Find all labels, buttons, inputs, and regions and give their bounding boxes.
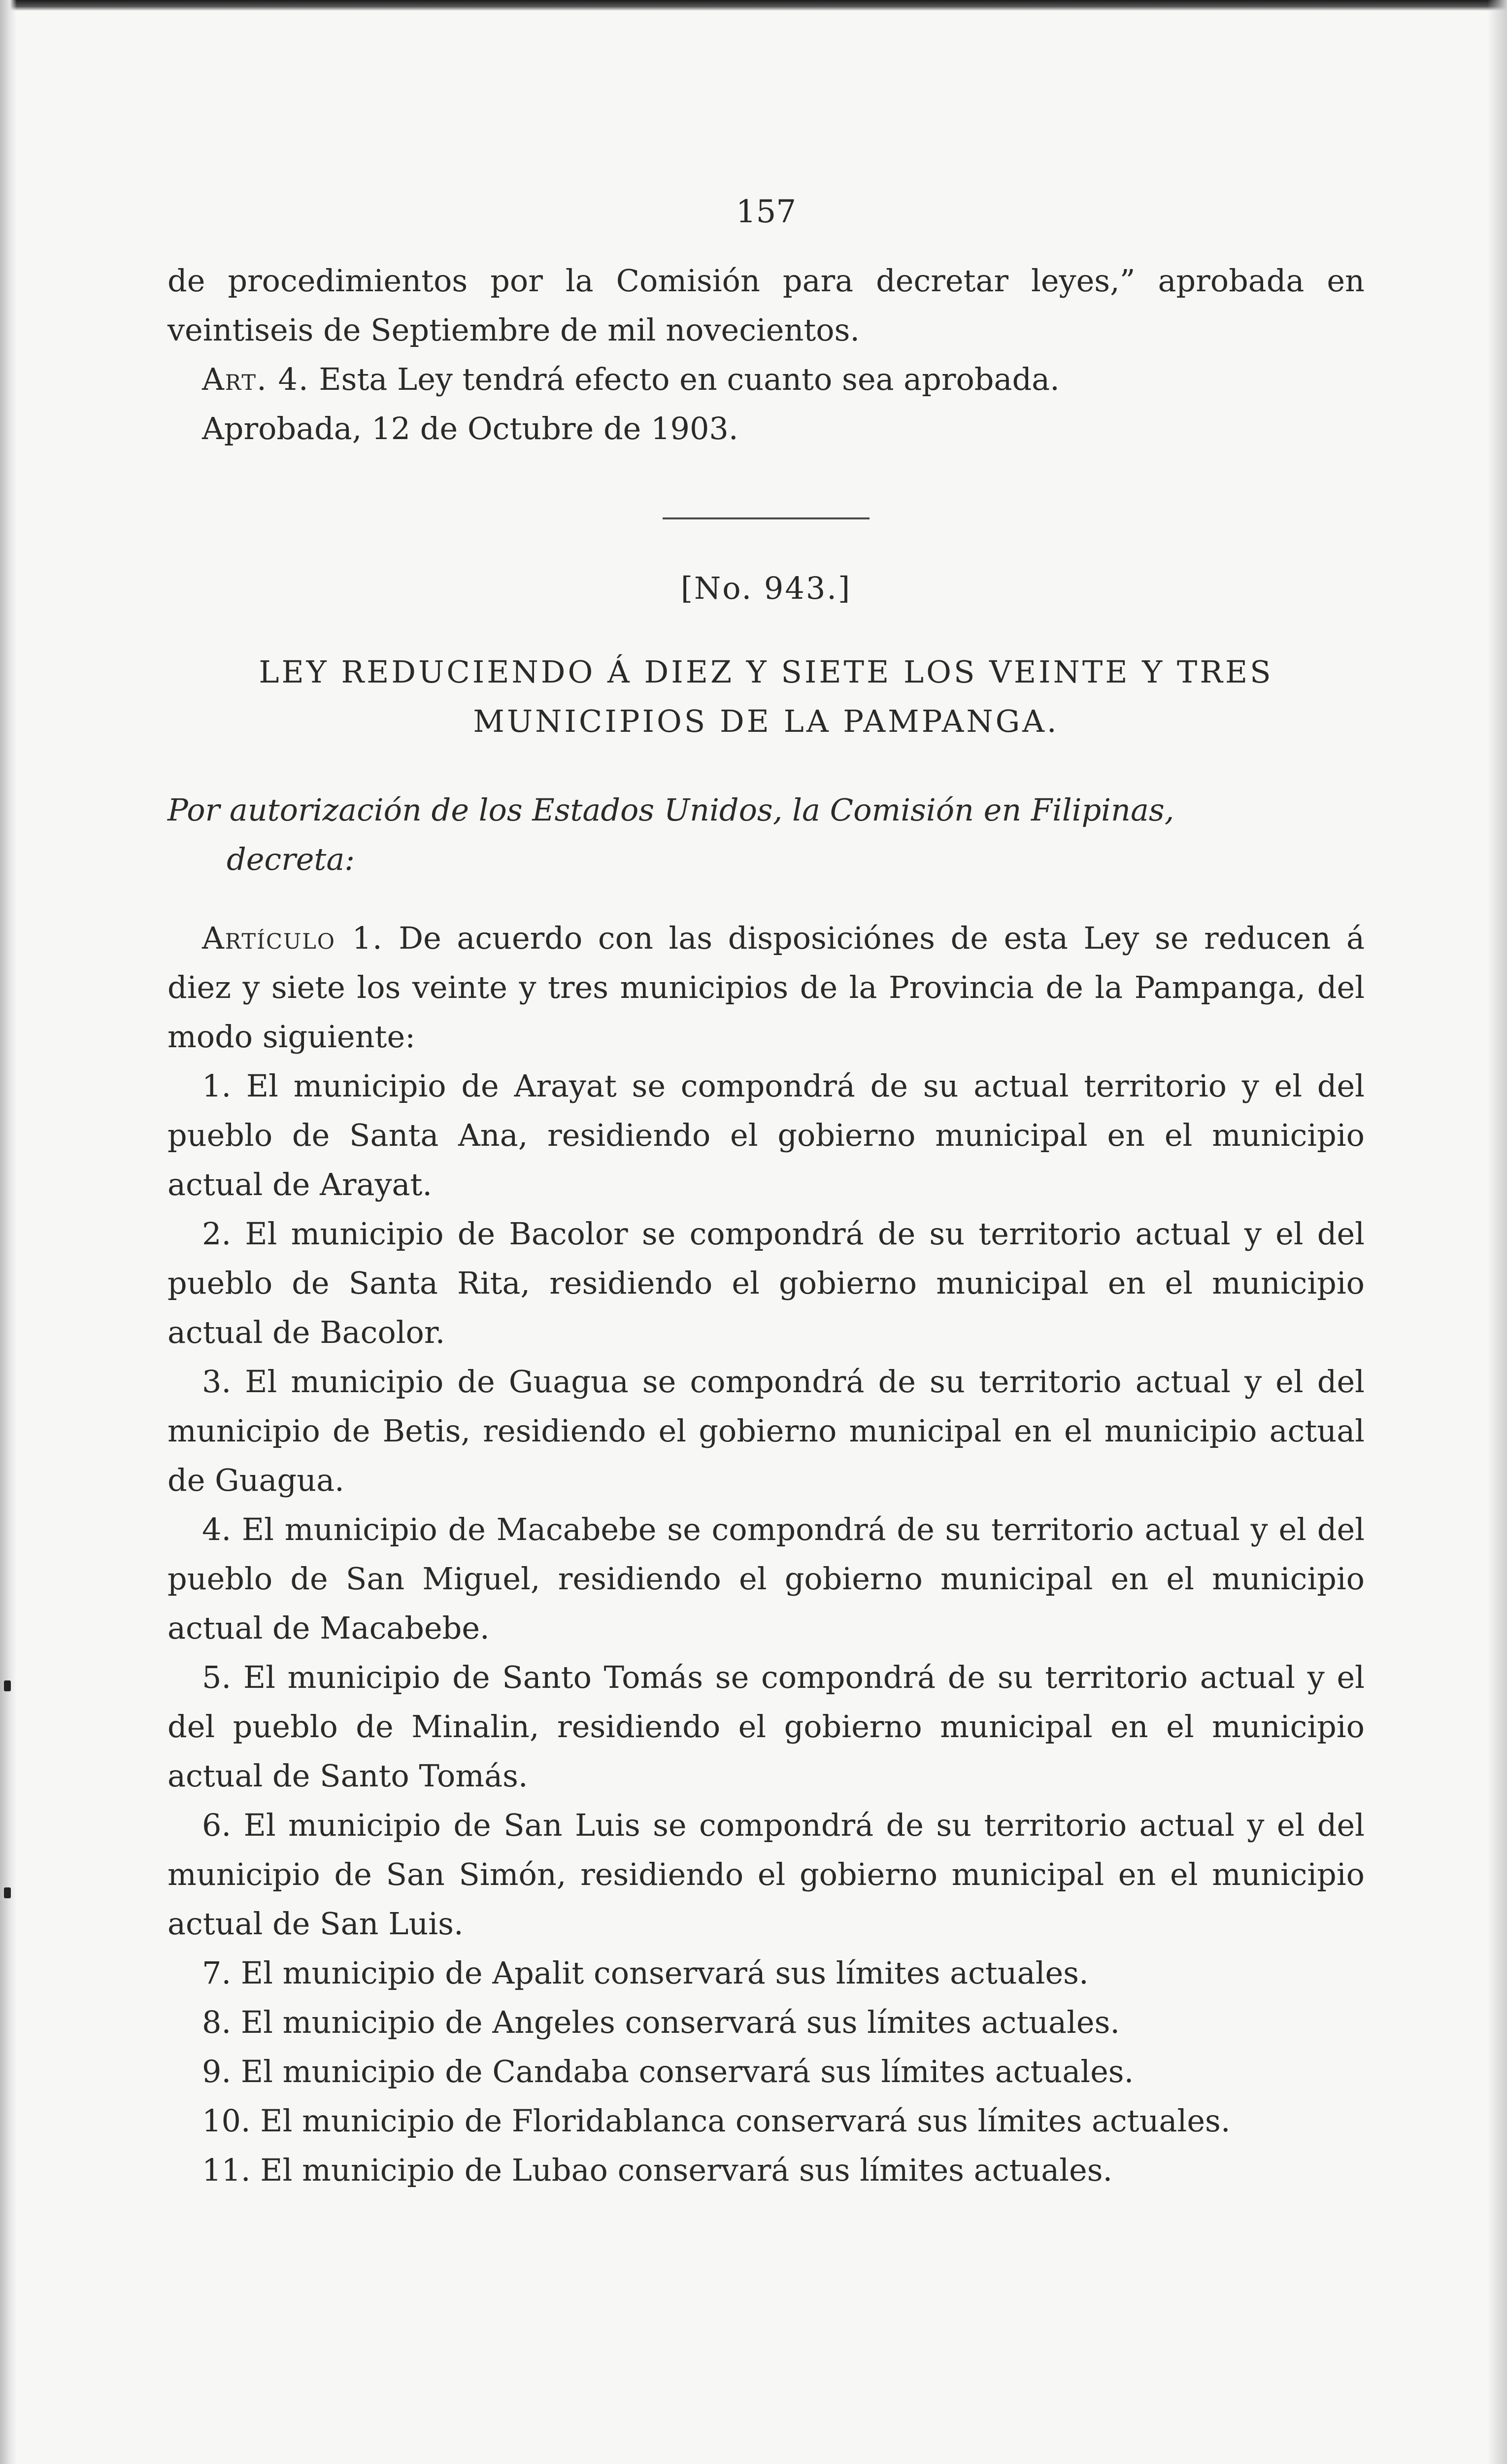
- enacting-line-2: decreta:: [227, 841, 355, 877]
- enacting-line-1: Por autorización de los Estados Unidos, la Comisión en Filipinas,: [167, 792, 1174, 828]
- list-item: 1. El municipio de Arayat se compondrá de su actual territorio y el del pueblo de Santa Ana, residiendo el gobierno municipal en el municipio actual de Arayat.: [167, 1068, 1365, 1202]
- law-title: LEY REDUCIENDO Á DIEZ Y SIETE LOS VEINTE Y TRES MUNICIPIOS DE LA PAMPANGA.: [259, 654, 1273, 739]
- continuation-paragraph: de procedimientos por la Comisión para decretar leyes,” aprobada en veintiseis de Septiembre de mil novecientos.: [167, 263, 1365, 348]
- article-1-paragraph: [167, 914, 1365, 1061]
- scan-edge-mark: [4, 1680, 11, 1691]
- list-item: 10. El municipio de Floridablanca conservará sus límites actuales.: [202, 2103, 1231, 2139]
- list-item: 5. El municipio de Santo Tomás se compondrá de su territorio actual y el del pueblo de Minalin, residiendo el gobierno municipal en el municipio actual de Santo Tomás.: [167, 1659, 1365, 1794]
- section-divider: [663, 517, 870, 519]
- article-1-text: De acuerdo con las disposiciónes de esta Ley se reducen á diez y siete los veinte y tres municipios de la Provincia de la Pampanga, del modo siguiente:: [167, 920, 1365, 1055]
- scan-edge-mark: [4, 1887, 11, 1898]
- scan-right-edge: [1487, 0, 1507, 2464]
- article-4-paragraph: [167, 355, 1365, 404]
- page-number: 157: [736, 194, 797, 230]
- list-item: 3. El municipio de Guagua se compondrá de su territorio actual y el del municipio de Betis, residiendo el gobierno municipal en el municipio actual de Guagua.: [167, 1364, 1365, 1498]
- document-page: [167, 187, 1365, 2195]
- list-item: 4. El municipio de Macabebe se compondrá de su territorio actual y el del pueblo de San Miguel, residiendo el gobierno municipal en el municipio actual de Macabebe.: [167, 1511, 1365, 1646]
- approval-date: Aprobada, 12 de Octubre de 1903.: [202, 411, 738, 446]
- list-item: 6. El municipio de San Luis se compondrá de su territorio actual y el del municipio de San Simón, residiendo el gobierno municipal en el municipio actual de San Luis.: [167, 1807, 1365, 1942]
- article-1-label: Artículo 1.: [202, 920, 383, 956]
- law-number: [No. 943.]: [680, 570, 852, 606]
- list-item: 8. El municipio de Angeles conservará sus límites actuales.: [202, 2004, 1120, 2040]
- article-4-text: Esta Ley tendrá efecto en cuanto sea aprobada.: [319, 361, 1060, 397]
- article-4-label: Art. 4.: [202, 361, 309, 397]
- list-item: 2. El municipio de Bacolor se compondrá de su territorio actual y el del pueblo de Santa Rita, residiendo el gobierno municipal en el municipio actual de Bacolor.: [167, 1216, 1365, 1350]
- scan-top-edge: [0, 0, 1507, 11]
- enacting-clause: [167, 786, 1365, 884]
- list-item: 7. El municipio de Apalit conservará sus límites actuales.: [202, 1955, 1089, 1991]
- list-item: 11. El municipio de Lubao conservará sus límites actuales.: [202, 2152, 1113, 2188]
- scan-left-edge: [0, 0, 17, 2464]
- list-item: 9. El municipio de Candaba conservará sus límites actuales.: [202, 2053, 1134, 2089]
